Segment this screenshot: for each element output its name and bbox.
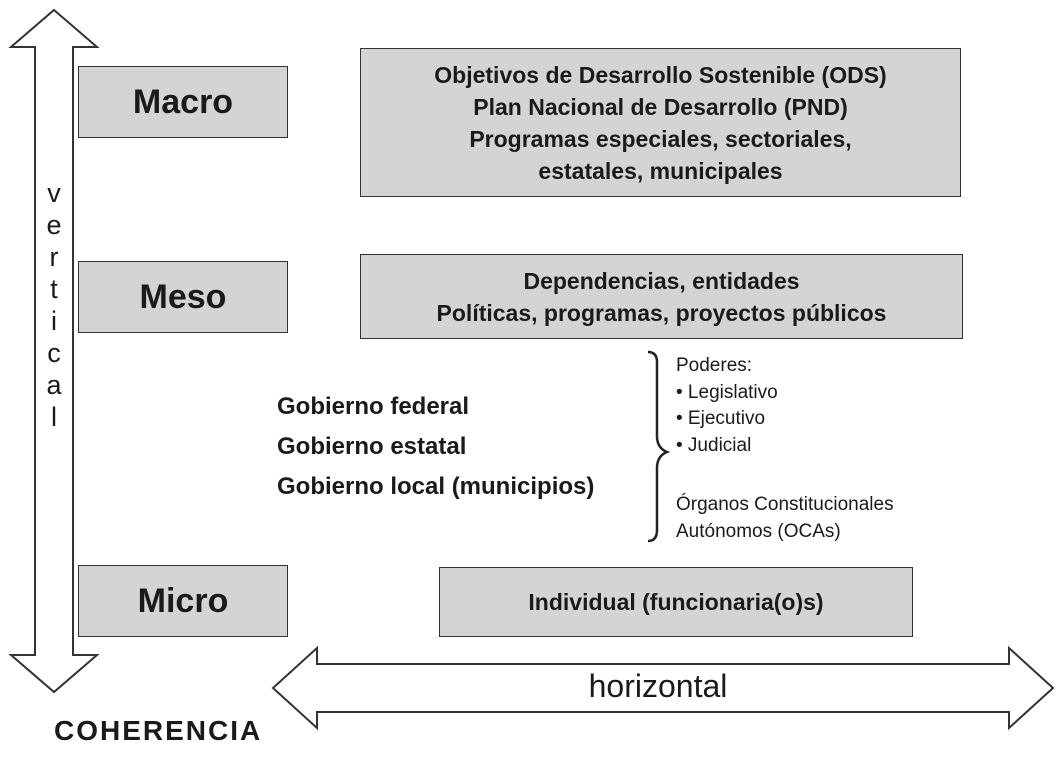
government-item: Gobierno federal <box>277 393 470 420</box>
vertical-letter: v <box>47 178 61 208</box>
diagram-title: COHERENCIA <box>54 715 263 746</box>
oca-text <box>676 492 976 545</box>
powers-heading: Poderes: <box>676 355 753 376</box>
power-item: • Judicial <box>676 434 752 456</box>
curly-brace <box>640 348 670 546</box>
macro-line: Programas especiales, sectoriales, <box>469 125 852 152</box>
government-item: Gobierno estatal <box>277 433 467 460</box>
vertical-axis-label <box>34 177 74 433</box>
macro-line: Plan Nacional de Desarrollo (PND) <box>473 93 848 120</box>
macro-line: Objetivos de Desarrollo Sostenible (ODS) <box>434 61 887 88</box>
level-macro: Macro <box>78 66 288 138</box>
level-micro: Micro <box>78 565 288 637</box>
vertical-letter: a <box>46 370 62 400</box>
vertical-letter: e <box>46 210 62 240</box>
macro-line: estatales, municipales <box>538 157 783 184</box>
meso-box <box>360 254 963 339</box>
government-list <box>277 387 647 507</box>
level-meso: Meso <box>78 261 288 333</box>
meso-line: Políticas, programas, proyectos públicos <box>436 299 887 326</box>
government-item: Gobierno local (municipios) <box>277 473 595 500</box>
vertical-letter: i <box>51 306 57 336</box>
oca-line: Órganos Constitucionales <box>676 494 894 515</box>
horizontal-axis-label: horizontal <box>588 668 728 704</box>
power-item: • Ejecutivo <box>676 408 766 429</box>
vertical-letter: l <box>51 402 57 432</box>
meso-line: Dependencias, entidades <box>523 267 800 294</box>
macro-box <box>360 48 961 197</box>
oca-line: Autónomos (OCAs) <box>676 520 841 542</box>
vertical-letter: r <box>49 242 59 272</box>
power-item: • Legislativo <box>676 381 778 403</box>
micro-box <box>439 567 913 637</box>
vertical-letter: t <box>50 274 58 304</box>
vertical-letter: c <box>47 338 61 368</box>
powers-list <box>676 353 976 459</box>
micro-line: Individual (funcionaria(o)s) <box>528 589 824 615</box>
